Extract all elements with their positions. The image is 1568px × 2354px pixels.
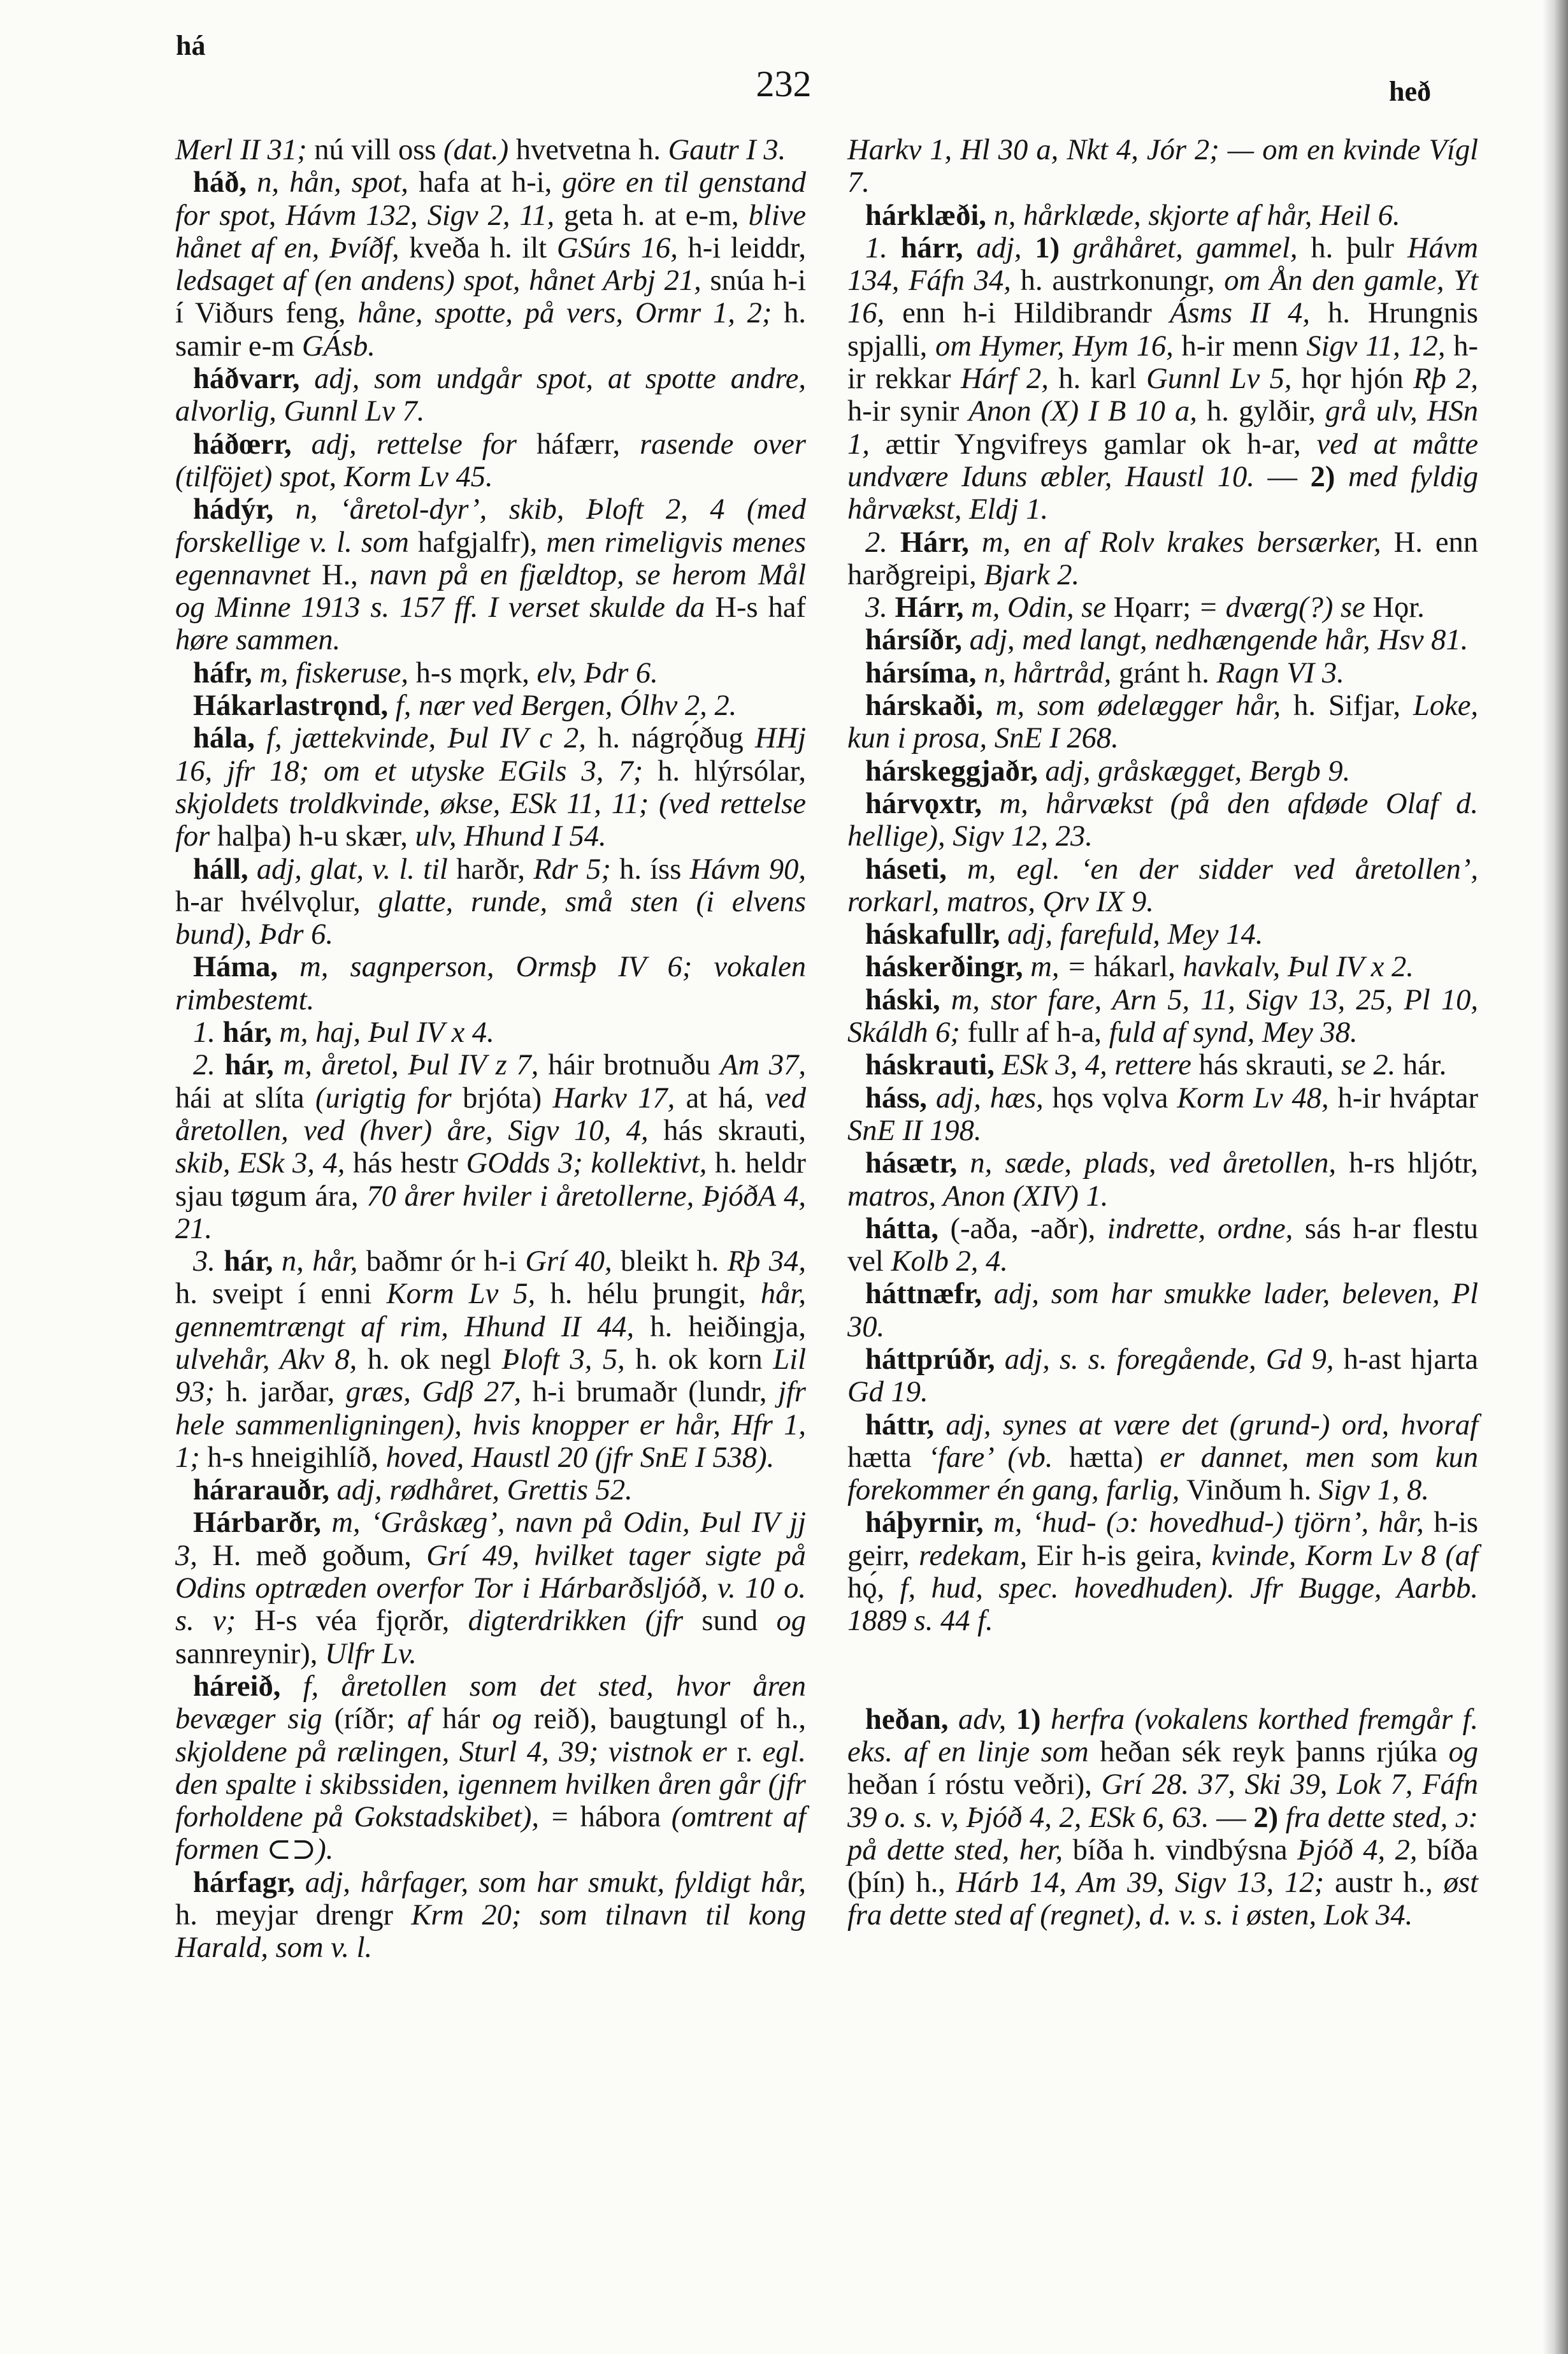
dictionary-entry: 1. hárr, adj, 1) gråhåret, gammel, h. þulr Hávm 134, Fáfn 34, h. austrkonungr, om Ån den gamle, Yt 16, enn h-i Hildibrandr Ásms II 4, h. Hrungnis spjalli, om Hymer, Hym 16, h-ir menn Sigv 11, 12, h-ir rekkar Hárf 2, h. karl Gunnl Lv 5, hǫr hjón Rþ 2, h-ir synir Anon (X) I B 10 a, h. gylðir, grå ulv, HSn 1, ættir Yngvifreys gamlar ok h-ar, ved at måtte undvære Iduns æbler, Haustl 10. — 2) med fyldig hårvækst, Eldj 1. bbox=[847, 231, 1479, 526]
dictionary-entry: háskerðingr, m, = hákarl, havkalv, Þul IV x 2. bbox=[865, 951, 1414, 984]
dictionary-entry: háll, adj, glat, v. l. til harðr, Rdr 5; h. íss Hávm 90, h-ar hvélvǫlur, glatte, runde, små sten (i elvens bund), Þdr 6. bbox=[175, 853, 806, 951]
dictionary-entry: hádýr, n, ‘åretol-dyr’, skib, Þloft 2, 4 (med forskellige v. l. som hafgjalfr), men rimeligvis menes egennavnet H., navn på en fjældtop, se herom Mål og Minne 1913 s. 157 ff. I verset skulde da H-s haf høre sammen. bbox=[175, 493, 807, 657]
dictionary-entry: hársíðr, adj, med langt, nedhængende hår, Hsv 81. bbox=[865, 624, 1469, 657]
dictionary-entry: hárarauðr, adj, rødhåret, Grettis 52. bbox=[193, 1474, 633, 1507]
entry-separator bbox=[847, 1667, 1478, 1673]
page-header bbox=[0, 0, 1568, 127]
dictionary-entry: heðan, adv, 1) herfra (vokalens korthed fremgår f. eks. af en linje som heðan sék reyk þanns rjúka og heðan í róstu veðri), Grí 28. 37, Ski 39, Lok 7, Fáfn 39 o. s. v, Þjóð 4, 2, ESk 6, 63. — 2) fra dette sted, ɔ: på dette sted, her, bíða h. vindbýsna Þjóð 4, 2, bíða (þín) h., Hárb 14, Am 39, Sigv 13, 12; austr h., øst fra dette sted af (regnet), d. v. s. i østen, Lok 34. bbox=[847, 1703, 1479, 1932]
continued-entry: Merl II 31; nú vill oss (dat.) hvetvetna h. Gautr I 3. bbox=[175, 134, 786, 166]
dictionary-entry: háttprúðr, adj, s. s. foregående, Gd 9, h-ast hjarta Gd 19. bbox=[847, 1343, 1478, 1409]
dictionary-entry: háskrauti, ESk 3, 4, rettere hás skrauti, se 2. hár. bbox=[865, 1049, 1447, 1082]
dictionary-entry: Háma, m, sagnperson, Ormsþ IV 6; vokalen rimbestemt. bbox=[175, 951, 806, 1016]
right-column bbox=[847, 134, 1478, 1932]
dictionary-entry: 3. hár, n, hår, baðmr ór h-i Grí 40, bleikt h. Rþ 34, h. sveipt í enni Korm Lv 5, h. hélu þrungit, hår, gennemtrængt af rim, Hhund II 44, h. heiðingja, ulvehår, Akv 8, h. ok negl Þloft 3, 5, h. ok korn Lil 93; h. jarðar, græs, Gdβ 27, h-i brumaðr (lundr, jfr hele sammenligningen), hvis knopper er hår, Hfr 1, 1; h-s hneigihlíð, hoved, Haustl 20 (jfr SnE I 538). bbox=[175, 1245, 806, 1474]
page-edge-shadow bbox=[1543, 0, 1568, 2354]
dictionary-entry: hárklæði, n, hårklæde, skjorte af hår, Heil 6. bbox=[865, 199, 1400, 232]
left-column bbox=[175, 134, 806, 1965]
dictionary-entry: háski, m, stor fare, Arn 5, 11, Sigv 13, 25, Pl 10, Skáldh 6; fullr af h-a, fuld af synd, Mey 38. bbox=[847, 983, 1478, 1050]
dictionary-entry: háskafullr, adj, farefuld, Mey 14. bbox=[865, 918, 1263, 951]
dictionary-entry: hárskeggjaðr, adj, gråskægget, Bergb 9. bbox=[865, 755, 1351, 788]
dictionary-entry: Hákarlastrǫnd, f, nær ved Bergen, Ólhv 2, 2. bbox=[193, 690, 737, 723]
dictionary-entry: 2. hár, m, åretol, Þul IV z 7, háir brotnuðu Am 37, hái at slíta (urigtig for brjóta) Harkv 17, at há, ved åretollen, ved (hver) åre, Sigv 10, 4, hás skrauti, skib, ESk 3, 4, hás hestr GOdds 3; kollektivt, h. heldr sjau tøgum ára, 70 årer hviler i åretollerne, ÞjóðA 4, 21. bbox=[175, 1049, 807, 1245]
continued-entry: Harkv 1, Hl 30 a, Nkt 4, Jór 2; — om en kvinde Vígl 7. bbox=[847, 134, 1478, 199]
dictionary-entry: háreið, f, åretollen som det sted, hvor åren bevæger sig (ríðr; af hár og reið), baugtungl of h., skjoldene på rælingen, Sturl 4, 39; vistnok er r. egl. den spalte i skibssiden, igennem hvilken åren går (jfr forholdene på Gokstadskibet), = hábora (omtrent af formen ⊂⊃). bbox=[175, 1670, 807, 1867]
dictionary-entry: hársíma, n, hårtråd, gránt h. Ragn VI 3. bbox=[865, 656, 1344, 690]
dictionary-entry: háðvarr, adj, som undgår spot, at spotte andre, alvorlig, Gunnl Lv 7. bbox=[175, 363, 806, 428]
dictionary-entry: háttr, adj, synes at være det (grund-) ord, hvoraf hætta ‘fare’ (vb. hætta) er dannet, men som kun forekommer én gang, farlig, Vinðum h. Sigv 1, 8. bbox=[847, 1408, 1479, 1507]
page-number: 232 bbox=[756, 63, 812, 105]
dictionary-entry: hátta, (-aða, -aðr), indrette, ordne, sás h-ar flestu vel Kolb 2, 4. bbox=[847, 1212, 1478, 1278]
dictionary-entry: háð, n, hån, spot, hafa at h-i, göre en til genstand for spot, Hávm 132, Sigv 2, 11, geta h. at e-m, blive hånet af en, Þvíðf, kveða h. ilt GSúrs 16, h-i leiddr, ledsaget af (en andens) spot, hånet Arbj 21, snúa h-i í Viðurs feng, håne, spotte, på vers, Ormr 1, 2; h. samir e-m GÁsb. bbox=[175, 166, 807, 363]
dictionary-entry: háþyrnir, m, ‘hud- (ɔ: hovedhud-) tjörn’, hår, h-is geirr, redekam, Eir h-is geira, kvinde, Korm Lv 8 (af hǫ́, f, hud, spec. hovedhuden). Jfr Bugge, Aarbb. 1889 s. 44 f. bbox=[847, 1506, 1479, 1638]
dictionary-entry: hála, f, jættekvinde, Þul IV c 2, h. nágrǫ́ðug HHj 16, jfr 18; om et utyske EGils 3, 7; h. hlýrsólar, skjoldets troldkvinde, økse, ESk 11, 11; (ved rettelse for halþa) h-u skær, ulv, Hhund I 54. bbox=[175, 722, 807, 853]
dictionary-entry: háttnæfr, adj, som har smukke lader, beleven, Pl 30. bbox=[847, 1278, 1478, 1343]
dictionary-entry: 2. Hárr, m, en af Rolv krakes bersærker, H. enn harðgreipi, Bjark 2. bbox=[847, 526, 1478, 591]
dictionary-entry: hárskaði, m, som ødelægger hår, h. Sifjar, Loke, kun i prosa, SnE I 268. bbox=[847, 690, 1478, 755]
dictionary-entry: háfr, m, fiskeruse, h-s mǫrk, elv, Þdr 6. bbox=[193, 656, 658, 690]
dictionary-entry: hásætr, n, sæde, plads, ved åretollen, h-rs hljótr, matros, Anon (XIV) 1. bbox=[847, 1147, 1479, 1213]
dictionary-entry: háseti, m, egl. ‘en der sidder ved åretollen’, rorkarl, matros, Ǫrv IX 9. bbox=[847, 853, 1478, 918]
dictionary-entry: Hárbarðr, m, ‘Gråskæg’, navn på Odin, Þul IV jj 3, H. með goðum, Grí 49, hvilket tager sigte på Odins optræden overfor Tor i Hárbarðsljóð, v. 10 o. s. v; H-s véa fjǫrðr, digterdrikken (jfr sund og sannreynir), Ulfr Lv. bbox=[175, 1506, 807, 1670]
right-running-headword: heð bbox=[1389, 76, 1431, 107]
dictionary-entry: háðœrr, adj, rettelse for háfærr, rasende over (tilföjet) spot, Korm Lv 45. bbox=[175, 428, 806, 493]
dictionary-entry: 3. Hárr, m, Odin, se Hǫarr; = dværg(?) se Hǫr. bbox=[865, 591, 1425, 625]
left-running-headword: há bbox=[176, 30, 206, 61]
dictionary-entry: háss, adj, hæs, hǫs vǫlva Korm Lv 48, h-ir hváptar SnE II 198. bbox=[847, 1081, 1478, 1147]
dictionary-entry: hárvǫxtr, m, hårvækst (på den afdøde Olaf d. hellige), Sigv 12, 23. bbox=[847, 787, 1478, 853]
dictionary-entry: hárfagr, adj, hårfager, som har smukt, fyldigt hår, h. meyjar drengr Krm 20; som tilnavn til kong Harald, som v. l. bbox=[175, 1866, 807, 1965]
dictionary-entry: 1. hár, m, haj, Þul IV x 4. bbox=[193, 1016, 494, 1050]
